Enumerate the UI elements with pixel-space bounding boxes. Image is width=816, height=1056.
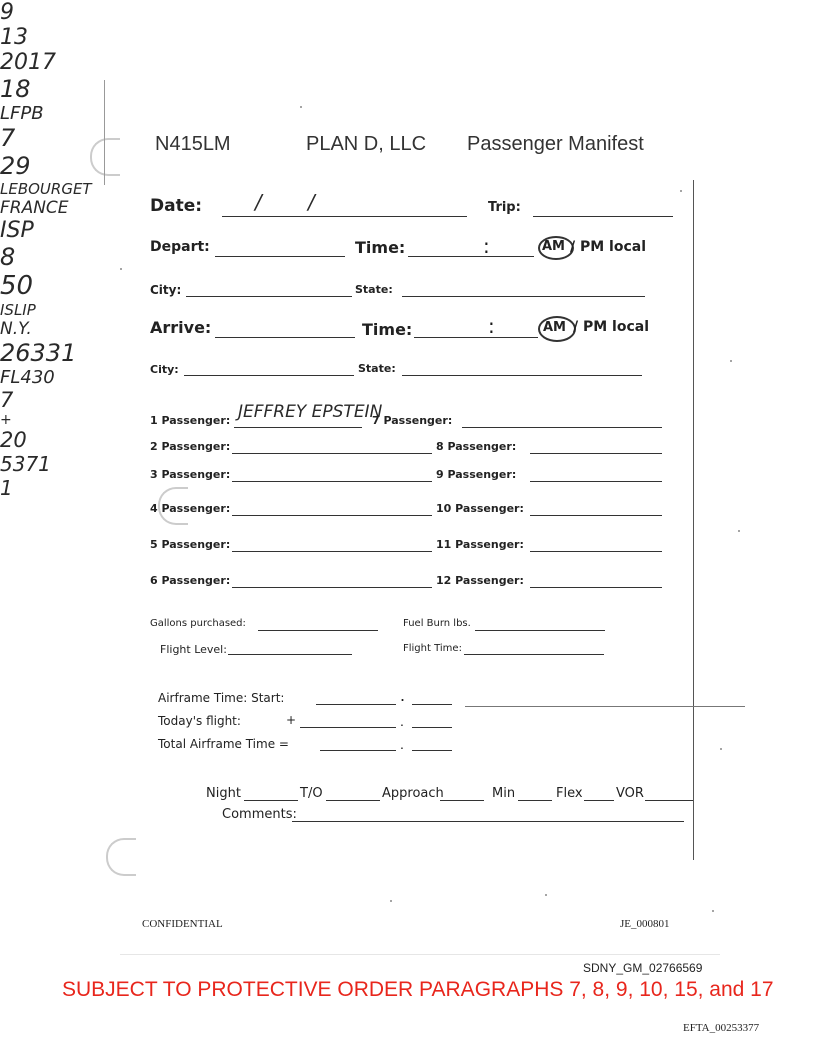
passenger-label-10: 10 Passenger: — [436, 502, 524, 515]
depart-minute: 29 — [0, 152, 31, 180]
airframe-start-label: Airframe Time: Start: — [158, 691, 285, 705]
protective-order-notice: SUBJECT TO PROTECTIVE ORDER PARAGRAPHS 7, 8, 9, 10, 15, and 17 — [62, 978, 774, 1001]
passenger-name-1: JEFFREY EPSTEIN — [238, 402, 383, 422]
today-dot: . — [400, 713, 404, 729]
gallons-line — [258, 630, 378, 631]
total-airframe-label: Total Airframe Time = — [158, 737, 289, 751]
passenger-label-1: 1 Passenger: — [150, 414, 231, 427]
passenger-label-7: 7 Passenger: — [372, 414, 453, 427]
depart-state-line — [402, 296, 645, 297]
passenger-label-6: 6 Passenger: — [150, 574, 231, 587]
vor-label: VOR — [616, 786, 644, 801]
arrive-value: ISP — [0, 218, 34, 243]
arrive-state-value: N.Y. — [0, 319, 32, 339]
to-line — [326, 800, 380, 801]
flight-time-hours: 7 — [0, 388, 14, 412]
trip-label: Trip: — [488, 200, 521, 215]
depart-time-colon: : — [483, 234, 490, 258]
today-flight-label: Today's flight: — [158, 714, 241, 728]
date-day: 13 — [0, 25, 28, 50]
margin-mark-top — [104, 80, 105, 185]
scan-speck — [300, 106, 302, 108]
min-line — [518, 800, 552, 801]
confidential-stamp: CONFIDENTIAL — [142, 918, 223, 930]
passenger-line-6 — [232, 587, 432, 588]
depart-line — [215, 256, 345, 257]
airframe-start-dot: . — [400, 685, 406, 705]
scan-speck — [712, 910, 714, 912]
flight-time-label: Flight Time: — [403, 643, 462, 654]
fuel-burn-line — [475, 630, 605, 631]
scan-speck — [545, 894, 547, 896]
flex-label: Flex — [556, 786, 583, 801]
vor-line — [645, 800, 693, 801]
airframe-start-line-tenth — [412, 704, 452, 705]
depart-pm-local: / PM local — [570, 239, 647, 255]
passenger-line-9 — [530, 481, 662, 482]
approach-line — [440, 800, 484, 801]
scan-speck — [390, 900, 392, 902]
min-label: Min — [492, 786, 516, 801]
passenger-line-5 — [232, 551, 432, 552]
passenger-line-8 — [530, 453, 662, 454]
flight-time-minutes: 20 — [0, 428, 27, 452]
flight-level-label: Flight Level: — [160, 643, 227, 656]
scan-speck — [120, 268, 122, 270]
scan-bottom-edge — [120, 954, 720, 955]
je-bates-number: JE_000801 — [620, 918, 670, 930]
form-right-border — [693, 180, 694, 860]
night-line — [244, 800, 298, 801]
airframe-start-whole: 5371 — [0, 452, 51, 476]
total-dot: . — [400, 736, 404, 752]
flight-time-sep: + — [0, 412, 12, 428]
fuel-burn-label: Fuel Burn lbs. — [403, 618, 471, 629]
passenger-line-11 — [530, 551, 662, 552]
depart-am: AM — [542, 239, 565, 254]
company-name: PLAN D, LLC — [306, 133, 427, 155]
depart-city-value: LEBOURGET — [0, 180, 92, 198]
passenger-label-2: 2 Passenger: — [150, 440, 231, 453]
today-line-whole — [300, 727, 396, 728]
arrive-hour: 8 — [0, 243, 16, 271]
night-label: Night — [206, 786, 241, 801]
arrive-city-line — [184, 375, 354, 376]
depart-label: Depart: — [150, 239, 210, 255]
arrive-line — [215, 337, 355, 338]
sdny-bates-number: SDNY_GM_02766569 — [583, 961, 703, 975]
trip-line — [533, 216, 673, 217]
passenger-line-4 — [232, 515, 432, 516]
scan-speck — [720, 748, 722, 750]
efta-bates-number: EFTA_00253377 — [683, 1022, 760, 1034]
binder-hole-top — [90, 138, 120, 176]
arrive-pm-local: / PM local — [573, 319, 650, 335]
date-line — [222, 216, 467, 217]
date-month: 9 — [0, 0, 14, 25]
arrive-label: Arrive: — [150, 318, 212, 337]
passenger-label-4: 4 Passenger: — [150, 502, 231, 515]
arrive-time-colon: : — [488, 314, 495, 338]
fuel-burn-value: 26331 — [0, 339, 77, 367]
airframe-start-line-whole — [316, 704, 396, 705]
depart-time-line — [408, 256, 534, 257]
arrive-state-line — [402, 375, 642, 376]
airframe-divider-line — [465, 706, 745, 707]
passenger-label-9: 9 Passenger: — [436, 468, 517, 481]
passenger-line-12 — [530, 587, 662, 588]
total-line-tenth — [412, 750, 452, 751]
airframe-start-tenth: 1 — [0, 476, 13, 500]
comments-label: Comments: — [222, 807, 297, 822]
tail-number: N415LM — [155, 133, 231, 155]
date-slash-1: / — [255, 190, 262, 214]
flex-line — [584, 800, 614, 801]
passenger-label-11: 11 Passenger: — [436, 538, 524, 551]
today-line-tenth — [412, 727, 452, 728]
passenger-line-10 — [530, 515, 662, 516]
arrive-minute: 50 — [0, 271, 34, 301]
arrive-city-label: City: — [150, 363, 179, 376]
flight-level-line — [228, 654, 352, 655]
passenger-label-5: 5 Passenger: — [150, 538, 231, 551]
passenger-label-8: 8 Passenger: — [436, 440, 517, 453]
binder-hole-bottom — [106, 838, 136, 876]
approach-label: Approach — [382, 786, 444, 801]
arrive-state-label: State: — [358, 362, 396, 375]
trip-value: 18 — [0, 75, 31, 103]
to-label: T/O — [300, 786, 323, 801]
scan-speck — [738, 530, 740, 532]
arrive-am: AM — [543, 320, 566, 335]
passenger-line-7 — [462, 427, 662, 428]
arrive-city-value: ISLIP — [0, 301, 36, 319]
depart-city-label: City: — [150, 283, 182, 297]
flight-level-value: FL430 — [0, 367, 55, 388]
gallons-label: Gallons purchased: — [150, 618, 246, 629]
scan-speck — [730, 360, 732, 362]
depart-time-label: Time: — [355, 238, 406, 257]
depart-value: LFPB — [0, 103, 44, 124]
passenger-line-3 — [232, 481, 432, 482]
depart-state-value: FRANCE — [0, 198, 69, 218]
form-title: Passenger Manifest — [467, 133, 644, 155]
date-year: 2017 — [0, 50, 56, 75]
date-label: Date: — [150, 196, 203, 216]
flight-time-line — [464, 654, 604, 655]
passenger-label-3: 3 Passenger: — [150, 468, 231, 481]
passenger-label-12: 12 Passenger: — [436, 574, 524, 587]
comments-line — [292, 821, 684, 822]
depart-city-line — [186, 296, 352, 297]
depart-state-label: State: — [355, 283, 393, 296]
total-line-whole — [320, 750, 396, 751]
date-slash-2: / — [308, 190, 315, 214]
arrive-time-label: Time: — [362, 320, 413, 339]
passenger-line-2 — [232, 453, 432, 454]
passenger-line-1 — [234, 427, 362, 428]
arrive-time-line — [414, 337, 538, 338]
depart-hour: 7 — [0, 124, 16, 152]
today-plus: + — [286, 713, 297, 727]
scan-speck — [680, 190, 682, 192]
